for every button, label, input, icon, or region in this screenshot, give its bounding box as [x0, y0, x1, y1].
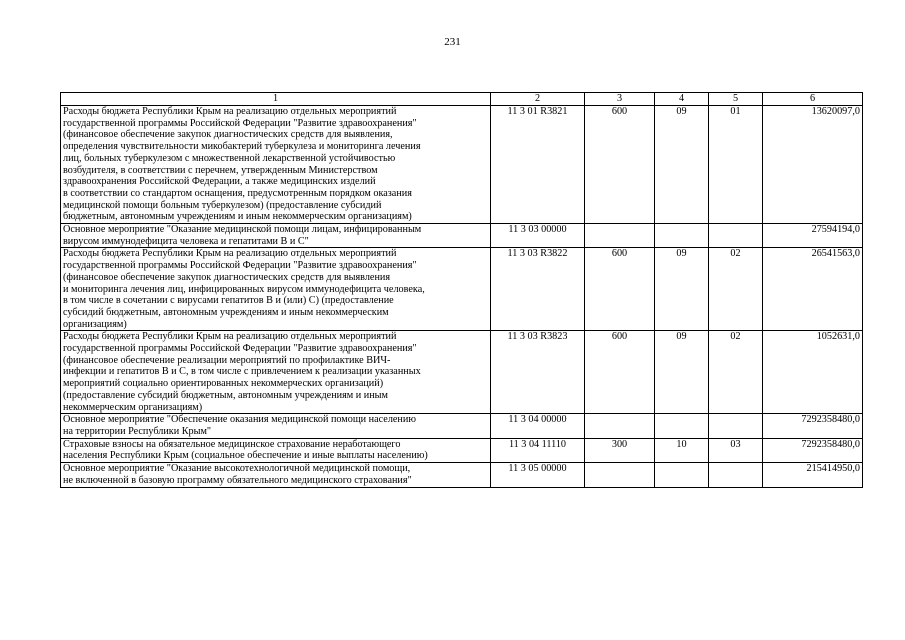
description-line: на территории Республики Крым" — [63, 425, 212, 437]
table-row — [61, 106, 863, 224]
row-amount: 215414950,0 — [763, 463, 863, 487]
column-header-4: 4 — [655, 93, 709, 106]
row-amount: 13620097,0 — [763, 106, 863, 224]
column-header-5: 5 — [709, 93, 763, 106]
description-line: в том числе в сочетании с вирусами гепатитов В и (или) С) (предоставление — [63, 295, 394, 307]
description-line: населения Республики Крым (социальное обеспечение и иные выплаты населению) — [63, 450, 428, 462]
description-line: Основное мероприятие "Обеспечение оказания медицинской помощи населению — [63, 414, 416, 426]
description-line: медицинской помощи больным туберкулезом) (предоставление субсидий — [63, 199, 382, 211]
row-col-3 — [585, 463, 655, 487]
description-line: субсидий бюджетным, автономным учреждениям и иным некоммерческим — [63, 306, 389, 318]
description-line: (предоставление субсидий бюджетным, автономным учреждениям и иным — [63, 389, 388, 401]
row-description — [61, 106, 491, 224]
table-row — [61, 463, 863, 487]
row-col-4 — [655, 463, 709, 487]
row-col-4: 09 — [655, 331, 709, 414]
description-line: (финансовое обеспечение закупок диагностических средств для выявления, — [63, 129, 393, 141]
description-line: вирусом иммунодефицита человека и гепатитами В и С" — [63, 235, 309, 247]
page-number: 231 — [444, 36, 461, 48]
description-line: Страховые взносы на обязательное медицинское страхование неработающего — [63, 438, 401, 450]
row-col-5: 02 — [709, 331, 763, 414]
row-amount: 26541563,0 — [763, 248, 863, 331]
description-line: в соответствии со стандартом оснащения, предусмотренным порядком оказания — [63, 187, 412, 199]
description-line: государственной программы Российской Федерации "Развитие здравоохранения" — [63, 343, 417, 355]
description-line: Расходы бюджета Республики Крым на реализацию отдельных мероприятий — [63, 331, 397, 343]
description-line: Расходы бюджета Республики Крым на реализацию отдельных мероприятий — [63, 248, 397, 260]
row-col-3: 600 — [585, 331, 655, 414]
table-row — [61, 331, 863, 414]
column-header-2: 2 — [491, 93, 585, 106]
row-amount: 27594194,0 — [763, 224, 863, 248]
row-description — [61, 331, 491, 414]
row-col-3: 600 — [585, 248, 655, 331]
row-col-3 — [585, 224, 655, 248]
row-code: 11 3 05 00000 — [491, 463, 585, 487]
description-line: бюджетным, автономным учреждениям и иным некоммерческим организациям) — [63, 211, 412, 223]
description-line: возбудителя, в соответствии с перечнем, утвержденным Министерством — [63, 164, 378, 176]
description-line: Расходы бюджета Республики Крым на реализацию отдельных мероприятий — [63, 106, 397, 117]
row-col-3 — [585, 414, 655, 438]
description-line: мероприятий социально ориентированных некоммерческих организаций) — [63, 378, 384, 390]
row-code: 11 3 03 00000 — [491, 224, 585, 248]
row-description — [61, 438, 491, 462]
row-amount: 1052631,0 — [763, 331, 863, 414]
row-col-4: 09 — [655, 248, 709, 331]
table-row — [61, 438, 863, 462]
column-header-6: 6 — [763, 93, 863, 106]
description-line: определения чувствительности микобактерий туберкулеза и мониторинга лечения — [63, 141, 421, 153]
description-line: и мониторинга лечения лиц, инфицированных вирусом иммунодефицита человека, — [63, 283, 425, 295]
row-col-4: 09 — [655, 106, 709, 224]
table-body — [61, 106, 863, 488]
table-row — [61, 248, 863, 331]
row-description — [61, 463, 491, 487]
row-amount: 7292358480,0 — [763, 438, 863, 462]
row-col-5: 01 — [709, 106, 763, 224]
table-header-row — [61, 93, 863, 106]
row-col-5 — [709, 224, 763, 248]
description-line: организациям) — [63, 318, 127, 330]
description-line: государственной программы Российской Федерации "Развитие здравоохранения" — [63, 260, 417, 272]
row-description — [61, 414, 491, 438]
row-col-4 — [655, 414, 709, 438]
description-line: некоммерческим организациям) — [63, 401, 203, 413]
row-code: 11 3 04 00000 — [491, 414, 585, 438]
row-col-5: 03 — [709, 438, 763, 462]
row-code: 11 3 03 R3822 — [491, 248, 585, 331]
row-code: 11 3 01 R3821 — [491, 106, 585, 224]
description-line: не включенной в базовую программу обязательного медицинского страхования" — [63, 474, 412, 486]
row-description — [61, 224, 491, 248]
row-col-4 — [655, 224, 709, 248]
description-line: Основное мероприятие "Оказание высокотехнологичной медицинской помощи, — [63, 463, 411, 475]
description-line: государственной программы Российской Федерации "Развитие здравоохранения" — [63, 117, 417, 129]
column-header-1: 1 — [61, 93, 491, 106]
description-line: (финансовое обеспечение закупок диагностических средств для выявления — [63, 271, 391, 283]
description-line: Основное мероприятие "Оказание медицинской помощи лицам, инфицированным — [63, 224, 422, 236]
description-line: лиц, больных туберкулезом с множественной лекарственной устойчивостью — [63, 152, 396, 164]
description-line: (финансовое обеспечение реализации мероприятий по профилактике ВИЧ- — [63, 354, 391, 366]
row-col-3: 300 — [585, 438, 655, 462]
row-code: 11 3 03 R3823 — [491, 331, 585, 414]
table-row — [61, 224, 863, 248]
column-header-3: 3 — [585, 93, 655, 106]
table-row — [61, 414, 863, 438]
row-col-3: 600 — [585, 106, 655, 224]
row-col-4: 10 — [655, 438, 709, 462]
description-line: инфекции и гепатитов В и С, в том числе с привлечением к реализации указанных — [63, 366, 421, 378]
row-col-5 — [709, 463, 763, 487]
row-col-5: 02 — [709, 248, 763, 331]
description-line: здравоохранения Российской Федерации, а также медицинских изделий — [63, 176, 376, 188]
row-col-5 — [709, 414, 763, 438]
budget-table — [60, 92, 863, 488]
row-amount: 7292358480,0 — [763, 414, 863, 438]
row-code: 11 3 04 11110 — [491, 438, 585, 462]
row-description — [61, 248, 491, 331]
